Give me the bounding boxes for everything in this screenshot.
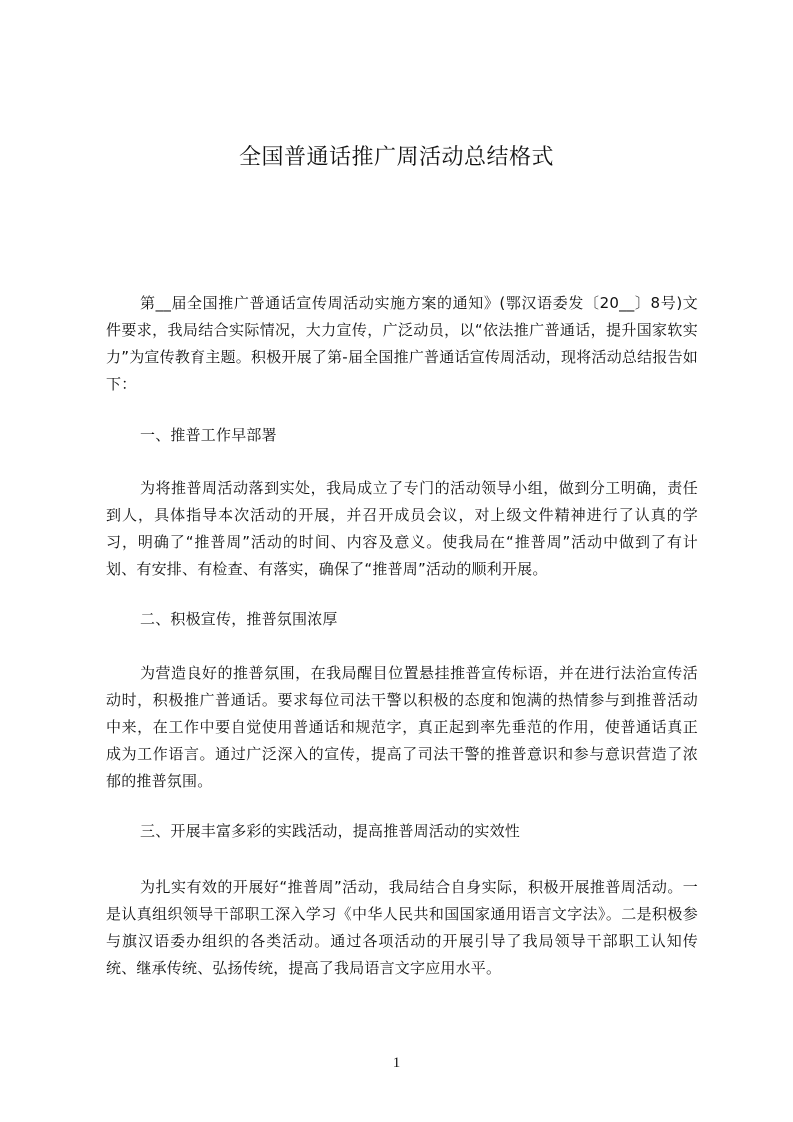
section-heading-1: 一、推普工作早部署 xyxy=(140,426,277,444)
section-heading-3: 三、开展丰富多彩的实践活动，提高推普周活动的实效性 xyxy=(140,822,521,840)
section-body-2: 为营造良好的推普氛围，在我局醒目位置悬挂推普宣传标语，并在进行法治宣传活动时，积极推广普通话。要求每位司法干警以积极的态度和饱满的热情参与到推普活动中来，在工作中要自觉使用普通话和规范字，真正起到率先垂范的作用，使普通话真正成为工作语言。通过广泛深入的宣传，提高了司法干警的推普意识和参与意识营造了浓郁的推普氛围。 xyxy=(106,664,698,790)
section-heading-2: 二、积极宣传，推普氛围浓厚 xyxy=(140,610,338,628)
page-number: 1 xyxy=(392,1055,401,1071)
intro-paragraph: 第__届全国推广普通话宣传周活动实施方案的通知》(鄂汉语委发〔20__〕8号)文件要求，我局结合实际情况，大力宣传，广泛动员，以“依法推广普通话，提升国家软实力”为宣传教育主题。积极开展了第-届全国推广普通话宣传周活动，现将活动总结报告如下： xyxy=(106,294,698,393)
document-title: 全国普通话推广周活动总结格式 xyxy=(238,145,554,170)
section-body-3: 为扎实有效的开展好“推普周”活动，我局结合自身实际，积极开展推普周活动。一是认真组织领导干部职工深入学习《中华人民共和国国家通用语言文字法》。二是积极参与旗汉语委办组织的各类活动。通过各项活动的开展引导了我局领导干部职工认知传统、继承传统、弘扬传统，提高了我局语言文字应用水平。 xyxy=(106,878,698,977)
section-body-1: 为将推普周活动落到实处，我局成立了专门的活动领导小组，做到分工明确，责任到人，具体指导本次活动的开展，并召开成员会议，对上级文件精神进行了认真的学习，明确了“推普周”活动的时间、内容及意义。使我局在“推普周”活动中做到了有计划、有安排、有检查、有落实，确保了“推普周”活动的顺利开展。 xyxy=(106,479,698,578)
